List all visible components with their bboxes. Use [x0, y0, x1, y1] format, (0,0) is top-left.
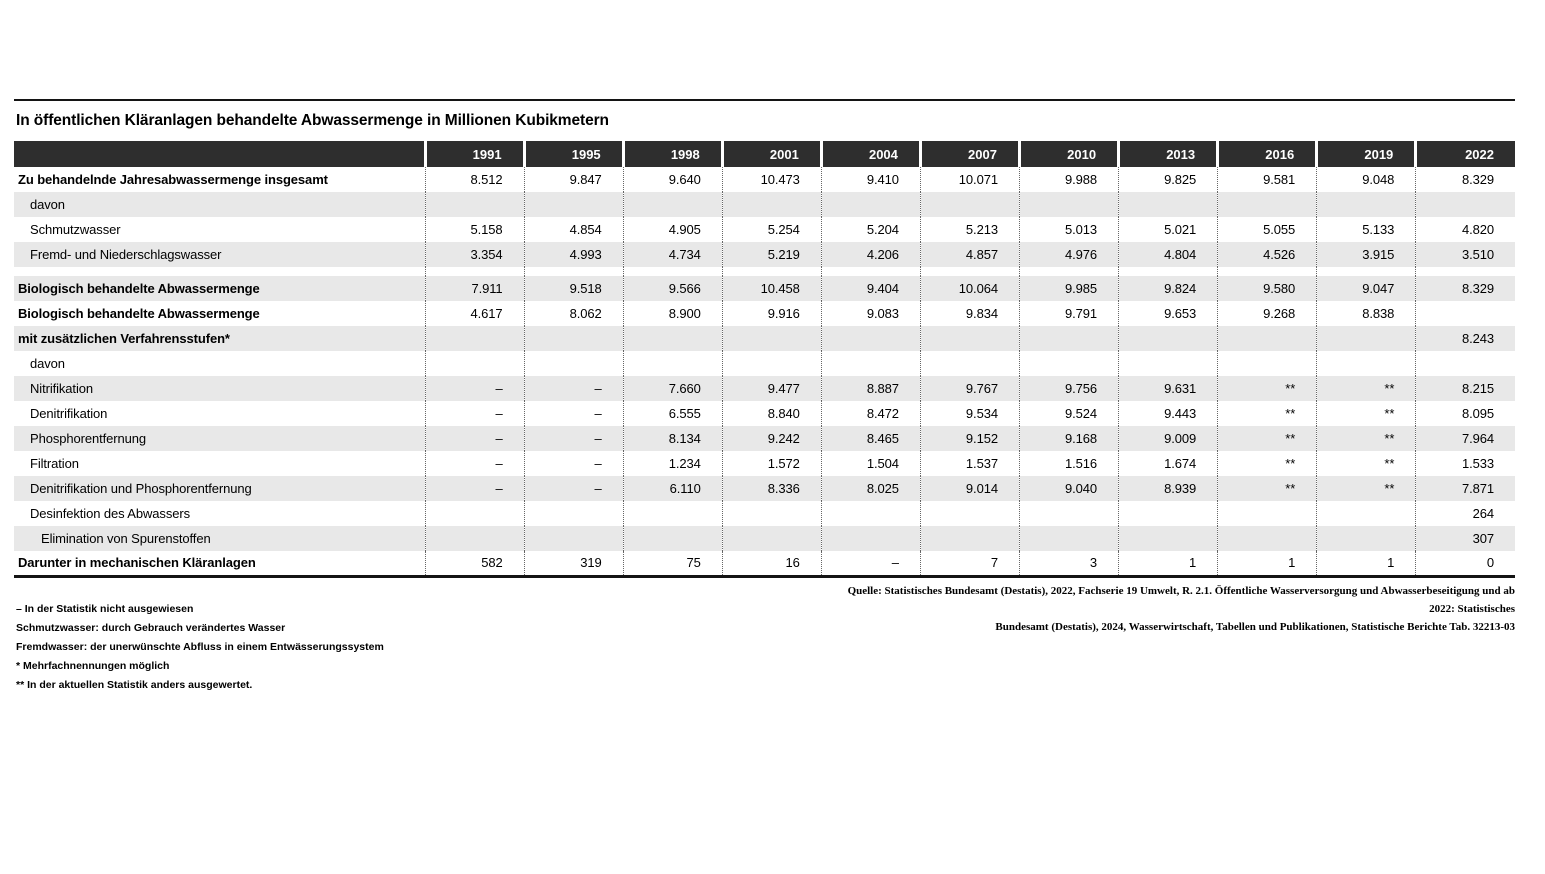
value-cell [1416, 301, 1515, 326]
value-cell [920, 351, 1019, 376]
value-cell [623, 526, 722, 551]
row-label: Nitrifikation [14, 376, 425, 401]
value-cell: 9.767 [920, 376, 1019, 401]
value-cell: – [524, 476, 623, 501]
year-column-header: 1991 [425, 141, 524, 167]
value-cell: 9.756 [1019, 376, 1118, 401]
table-row [14, 242, 1515, 267]
value-cell [623, 351, 722, 376]
value-cell: 9.009 [1119, 426, 1218, 451]
value-cell: 5.133 [1317, 217, 1416, 242]
value-cell: 10.071 [920, 167, 1019, 192]
value-cell: 9.566 [623, 276, 722, 301]
year-column-header: 2001 [722, 141, 821, 167]
spacer-cell [524, 267, 623, 276]
row-label: davon [14, 192, 425, 217]
value-cell: ** [1317, 401, 1416, 426]
value-cell [425, 351, 524, 376]
footnote: * Mehrfachnennungen möglich [16, 659, 170, 672]
source-note [823, 582, 1515, 636]
spacer-cell [14, 267, 425, 276]
value-cell: 1 [1317, 551, 1416, 576]
value-cell: 4.857 [920, 242, 1019, 267]
value-cell [722, 501, 821, 526]
value-cell: 9.524 [1019, 401, 1118, 426]
value-cell [722, 351, 821, 376]
table-row [14, 351, 1515, 376]
value-cell: 9.268 [1218, 301, 1317, 326]
value-cell: ** [1317, 426, 1416, 451]
value-cell: 5.021 [1119, 217, 1218, 242]
value-cell: 9.518 [524, 276, 623, 301]
value-cell [821, 192, 920, 217]
value-cell [1019, 192, 1118, 217]
value-cell [1317, 526, 1416, 551]
row-label: Biologisch behandelte Abwassermenge [18, 306, 260, 321]
source-line: Bundesamt (Destatis), 2024, Wasserwirtschaft, Tabellen und Publikationen, Statistische Berichte Tab. 32213-03 [995, 620, 1515, 633]
value-cell [821, 326, 920, 351]
value-cell: 9.640 [623, 167, 722, 192]
year-column-header: 1995 [524, 141, 623, 167]
value-cell: 9.242 [722, 426, 821, 451]
value-cell: 4.993 [524, 242, 623, 267]
source-line: Quelle: Statistisches Bundesamt (Destatis), 2022, Fachserie 19 Umwelt, R. 2.1. Öffentliche Wasserversorgung und Abwasserbeseitigung und ab 2022: Statistisches [847, 584, 1515, 615]
table-row [14, 451, 1515, 476]
value-cell [1317, 192, 1416, 217]
value-cell [524, 526, 623, 551]
value-cell [821, 351, 920, 376]
value-cell: 9.168 [1019, 426, 1118, 451]
value-cell: 1.537 [920, 451, 1019, 476]
value-cell: 264 [1416, 501, 1515, 526]
spacer-cell [821, 267, 920, 276]
row-label: Darunter in mechanischen Kläranlagen [18, 555, 256, 571]
value-cell: 9.985 [1019, 276, 1118, 301]
year-column-header: 2013 [1119, 141, 1218, 167]
value-cell [1019, 326, 1118, 351]
row-label: Denitrifikation [30, 406, 108, 421]
table-row [14, 551, 1515, 576]
value-cell: – [425, 451, 524, 476]
value-cell [623, 501, 722, 526]
value-cell: 9.824 [1119, 276, 1218, 301]
value-cell: 9.825 [1119, 167, 1218, 192]
value-cell: 4.617 [425, 301, 524, 326]
value-cell [920, 526, 1019, 551]
value-cell [1019, 501, 1118, 526]
value-cell [821, 501, 920, 526]
spacer-row [14, 267, 1515, 276]
value-cell [1218, 351, 1317, 376]
spacer-cell [1416, 267, 1515, 276]
value-cell: 1.504 [821, 451, 920, 476]
value-cell: 8.939 [1119, 476, 1218, 501]
value-cell: 9.410 [821, 167, 920, 192]
row-label: davon [30, 356, 65, 371]
footnote: Fremdwasser: der unerwünschte Abfluss in einem Entwässerungssystem [16, 640, 384, 653]
value-cell: 1 [1119, 551, 1218, 576]
value-cell: 5.213 [920, 217, 1019, 242]
table-row [14, 476, 1515, 501]
table-row [14, 301, 1515, 326]
value-cell: 9.477 [722, 376, 821, 401]
value-cell [1218, 326, 1317, 351]
value-cell [920, 326, 1019, 351]
value-cell: 319 [524, 551, 623, 576]
value-cell [722, 526, 821, 551]
value-cell: 9.847 [524, 167, 623, 192]
value-cell: 10.458 [722, 276, 821, 301]
value-cell: 9.443 [1119, 401, 1218, 426]
table-row [14, 326, 1515, 351]
value-cell: 8.025 [821, 476, 920, 501]
value-cell: 582 [425, 551, 524, 576]
value-cell: 9.014 [920, 476, 1019, 501]
value-cell [425, 192, 524, 217]
year-column-header: 2016 [1218, 141, 1317, 167]
value-cell: 1.674 [1119, 451, 1218, 476]
value-cell: 4.804 [1119, 242, 1218, 267]
year-column-header: 2004 [821, 141, 920, 167]
spacer-cell [1218, 267, 1317, 276]
value-cell: ** [1317, 376, 1416, 401]
value-cell: 5.254 [722, 217, 821, 242]
year-column-header: 2007 [920, 141, 1019, 167]
value-cell: 16 [722, 551, 821, 576]
row-label: Denitrifikation und Phosphorentfernung [14, 476, 425, 501]
value-cell: 4.206 [821, 242, 920, 267]
table-row [14, 192, 1515, 217]
value-cell: 8.887 [821, 376, 920, 401]
value-cell [425, 501, 524, 526]
value-cell [1317, 351, 1416, 376]
value-cell [1218, 192, 1317, 217]
value-cell: 3.510 [1416, 242, 1515, 267]
row-label: Desinfektion des Abwassers [30, 506, 190, 521]
value-cell: 0 [1416, 551, 1515, 576]
value-cell: 1.234 [623, 451, 722, 476]
value-cell [1019, 526, 1118, 551]
value-cell: ** [1218, 376, 1317, 401]
value-cell: 9.580 [1218, 276, 1317, 301]
value-cell [1119, 501, 1218, 526]
value-cell [1218, 526, 1317, 551]
spacer-cell [623, 267, 722, 276]
value-cell: 4.905 [623, 217, 722, 242]
value-cell: – [524, 376, 623, 401]
table-row [14, 526, 1515, 551]
spacer-cell [1317, 267, 1416, 276]
value-cell [623, 192, 722, 217]
value-cell: 4.976 [1019, 242, 1118, 267]
value-cell: – [425, 426, 524, 451]
value-cell: 10.064 [920, 276, 1019, 301]
value-cell: 8.095 [1416, 401, 1515, 426]
value-cell: 1 [1218, 551, 1317, 576]
value-cell: ** [1218, 426, 1317, 451]
row-label: Phosphorentfernung [14, 426, 425, 451]
value-cell: 8.329 [1416, 276, 1515, 301]
value-cell [1119, 326, 1218, 351]
table-row [14, 167, 1515, 192]
year-column-header: 1998 [623, 141, 722, 167]
value-cell: 9.791 [1019, 301, 1118, 326]
value-cell [524, 192, 623, 217]
value-cell [425, 526, 524, 551]
value-cell: 8.512 [425, 167, 524, 192]
value-cell: – [524, 426, 623, 451]
value-cell [920, 501, 1019, 526]
spacer-cell [425, 267, 524, 276]
value-cell [1119, 192, 1218, 217]
footer-area [14, 578, 1515, 695]
row-label: Schmutzwasser [30, 222, 121, 237]
value-cell: 8.336 [722, 476, 821, 501]
value-cell: 8.465 [821, 426, 920, 451]
value-cell: 9.653 [1119, 301, 1218, 326]
value-cell: 5.013 [1019, 217, 1118, 242]
value-cell: 9.834 [920, 301, 1019, 326]
value-cell: 4.820 [1416, 217, 1515, 242]
value-cell: 9.534 [920, 401, 1019, 426]
page-title: In öffentlichen Kläranlagen behandelte Abwassermenge in Millionen Kubikmetern [16, 112, 609, 129]
year-column-header: 2022 [1416, 141, 1515, 167]
value-cell: 8.134 [623, 426, 722, 451]
value-cell: 5.055 [1218, 217, 1317, 242]
footnote: – In der Statistik nicht ausgewiesen [16, 602, 194, 615]
row-label: Zu behandelnde Jahresabwassermenge insgesamt [18, 172, 328, 187]
value-cell [920, 192, 1019, 217]
value-cell: – [425, 476, 524, 501]
row-label: Fremd- und Niederschlagswasser [14, 242, 425, 267]
value-cell: 8.062 [524, 301, 623, 326]
value-cell: 75 [623, 551, 722, 576]
value-cell: 7.871 [1416, 476, 1515, 501]
value-cell: 9.988 [1019, 167, 1118, 192]
value-cell [524, 501, 623, 526]
value-cell: ** [1218, 451, 1317, 476]
top-rule [14, 99, 1515, 101]
value-cell [821, 526, 920, 551]
spacer-cell [920, 267, 1019, 276]
value-cell: 7 [920, 551, 1019, 576]
value-cell: 9.048 [1317, 167, 1416, 192]
wastewater-table [14, 141, 1515, 578]
value-cell: 9.040 [1019, 476, 1118, 501]
table-row [14, 217, 1515, 242]
value-cell: 5.204 [821, 217, 920, 242]
value-cell: 7.964 [1416, 426, 1515, 451]
value-cell: 9.404 [821, 276, 920, 301]
value-cell: 4.854 [524, 217, 623, 242]
value-cell [1119, 526, 1218, 551]
value-cell [1019, 351, 1118, 376]
table-body [14, 167, 1515, 576]
value-cell: 9.631 [1119, 376, 1218, 401]
table-header-row [14, 141, 1515, 167]
value-cell: 5.219 [722, 242, 821, 267]
value-cell: 8.472 [821, 401, 920, 426]
value-cell: 1.533 [1416, 451, 1515, 476]
value-cell: 8.840 [722, 401, 821, 426]
value-cell [1119, 351, 1218, 376]
value-cell: ** [1218, 476, 1317, 501]
row-label: Biologisch behandelte Abwassermenge [14, 276, 425, 301]
value-cell: 5.158 [425, 217, 524, 242]
value-cell [1218, 501, 1317, 526]
value-cell [722, 326, 821, 351]
row-label-header [14, 141, 425, 167]
value-cell: 8.243 [1416, 326, 1515, 351]
spacer-cell [1019, 267, 1118, 276]
footnote: ** In der aktuellen Statistik anders ausgewertet. [16, 678, 253, 691]
row-label: Elimination von Spurenstoffen [14, 526, 425, 551]
value-cell [425, 326, 524, 351]
value-cell [524, 351, 623, 376]
value-cell: 9.152 [920, 426, 1019, 451]
value-cell: 9.581 [1218, 167, 1317, 192]
year-column-header: 2019 [1317, 141, 1416, 167]
value-cell: 4.734 [623, 242, 722, 267]
value-cell: – [524, 401, 623, 426]
spacer-cell [722, 267, 821, 276]
value-cell: 10.473 [722, 167, 821, 192]
value-cell [524, 326, 623, 351]
table-row [14, 276, 1515, 301]
value-cell: 3 [1019, 551, 1118, 576]
value-cell: 8.900 [623, 301, 722, 326]
value-cell: ** [1317, 476, 1416, 501]
value-cell: 307 [1416, 526, 1515, 551]
value-cell: 8.329 [1416, 167, 1515, 192]
value-cell: 8.838 [1317, 301, 1416, 326]
value-cell: 9.083 [821, 301, 920, 326]
value-cell [1317, 501, 1416, 526]
value-cell [1416, 192, 1515, 217]
value-cell: 7.911 [425, 276, 524, 301]
table-row [14, 401, 1515, 426]
value-cell: 9.047 [1317, 276, 1416, 301]
table-row [14, 501, 1515, 526]
value-cell: 4.526 [1218, 242, 1317, 267]
row-label: Filtration [30, 456, 79, 471]
row-label: mit zusätzlichen Verfahrensstufen* [14, 326, 425, 351]
footnote: Schmutzwasser: durch Gebrauch verändertes Wasser [16, 621, 286, 634]
value-cell: 7.660 [623, 376, 722, 401]
value-cell: 3.915 [1317, 242, 1416, 267]
value-cell: 8.215 [1416, 376, 1515, 401]
table-row [14, 376, 1515, 401]
value-cell [722, 192, 821, 217]
value-cell: ** [1317, 451, 1416, 476]
value-cell: – [425, 376, 524, 401]
value-cell: 9.916 [722, 301, 821, 326]
value-cell: 3.354 [425, 242, 524, 267]
year-column-header: 2010 [1019, 141, 1118, 167]
value-cell [1317, 326, 1416, 351]
value-cell: 6.555 [623, 401, 722, 426]
value-cell: 6.110 [623, 476, 722, 501]
value-cell [1416, 351, 1515, 376]
value-cell: – [821, 551, 920, 576]
value-cell: 1.516 [1019, 451, 1118, 476]
value-cell: – [524, 451, 623, 476]
value-cell: – [425, 401, 524, 426]
table-row [14, 426, 1515, 451]
value-cell [623, 326, 722, 351]
value-cell: ** [1218, 401, 1317, 426]
value-cell: 1.572 [722, 451, 821, 476]
spacer-cell [1119, 267, 1218, 276]
